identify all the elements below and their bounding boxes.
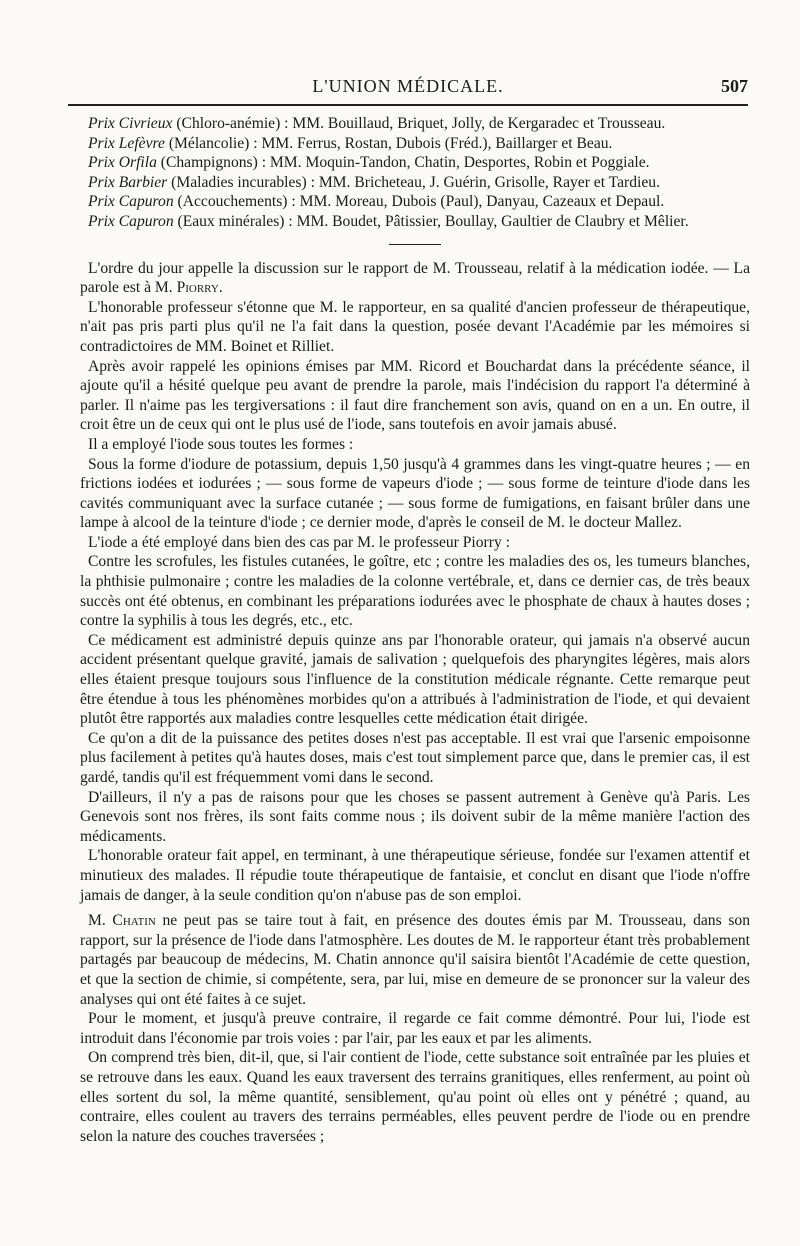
body-paragraph: Il a employé l'iode sous toutes les formes :	[88, 435, 354, 453]
prize-name: Prix Orfila	[88, 154, 157, 172]
prize-committee: (Mélancolie) : MM. Ferrus, Rostan, Dubois (Fréd.), Baillarger et Beau.	[164, 134, 613, 152]
body-paragraph: Contre les scrofules, les fistules cutanées, le goître, etc ; contre les maladies des os, les tumeurs blanches, la phthisie pulmonaire ; contre les maladies de la colonne vertébrale, et, dans ce dernier cas, de très beaux succès ont été obtenus, en combinant les préparations iodurées avec le phosphate de chaux à hautes doses ; contre la syphilis à tous les degrés, etc., etc.	[80, 553, 750, 630]
prize-committee: (Eaux minérales) : MM. Boudet, Pâtissier, Boullay, Gaultier de Claubry et Mêlier.	[173, 212, 689, 230]
running-head	[68, 72, 748, 100]
body-paragraph: D'ailleurs, il n'y a pas de raisons pour que les choses se passent autrement à Genève qu'à Paris. Les Genevois sont nos frères, ils sont faits comme nous ; ils doivent subir de la même manière l'action des médicaments.	[80, 788, 750, 845]
body-paragraph: On comprend très bien, dit-il, que, si l'air contient de l'iode, cette substance soit entraînée par les pluies et se retrouve dans les eaux. Quand les eaux traversent des terrains granitiques, elles renferment, au point où elles sortent du sol, la même quantité, sensiblement, qu'au point où elles ont y pénétré ; quand, au contraire, elles coulent au travers des terrains perméables, elles peuvent perdre de l'iode ou en prendre selon la nature des couches traversées ;	[80, 1049, 750, 1145]
page-number: 507	[721, 76, 748, 96]
speaker-name: Piorry.	[176, 279, 223, 297]
body-paragraph: Sous la forme d'iodure de potassium, depuis 1,50 jusqu'à 4 grammes dans les vingt-quatre heures ; — en frictions iodées et iodurées ; — sous forme de vapeurs d'iode ; — sous forme de teinture d'iode dans les cavités communiquant avec la surface cutanée ; — sous forme de fumigations, en faisant brûler dans une lampe à alcool de la teinture d'iode ; ce dernier mode, d'après le conseil de M. le docteur Mallez.	[80, 455, 750, 532]
section-divider	[389, 244, 441, 245]
body-paragraph: Ce qu'on a dit de la puissance des petites doses n'est pas acceptable. Il est vrai que l'arsenic empoisonne plus facilement à petites qu'à hautes doses, mais c'est tout simplement parce que, dans le premier cas, il est gardé, tandis qu'il est fréquemment vomi dans le second.	[80, 729, 750, 786]
prize-entry	[80, 212, 750, 232]
body-paragraph: Ce médicament est administré depuis quinze ans par l'honorable orateur, qui jamais n'a observé aucun accident présentant quelque gravité, jamais de salivation ; quelquefois des pharyngites légères, mais alors elles étaient presque toujours sous l'influence de la constitution médicale régnante. Cette remarque peut être étendue à tous les phénomènes morbides qu'on a attribués à l'administration de l'iode, et qui devaient plutôt être rapportés aux maladies contre lesquelles cette médication était dirigée.	[80, 631, 750, 728]
agenda-text: L'ordre du jour appelle la discussion sur le rapport de M. Trousseau, relatif à la médication iodée. — La parole est à M.	[80, 259, 750, 297]
journal-title: L'UNION MÉDICALE.	[312, 76, 504, 96]
prize-name: Prix Lefèvre	[88, 134, 165, 152]
prize-committee: (Champignons) : MM. Moquin-Tandon, Chatin, Desportes, Robin et Poggiale.	[156, 154, 650, 172]
prize-entry	[80, 153, 750, 173]
prize-entry	[80, 114, 750, 134]
article-body	[80, 114, 750, 1146]
body-paragraph: L'honorable professeur s'étonne que M. le rapporteur, en sa qualité d'ancien professeur de thérapeutique, n'ait pas pris parti plus qu'il ne l'a fait dans la question, posée devant l'Académie par les mémoires si contradictoires de MM. Boinet et Rilliet.	[80, 298, 750, 355]
body-paragraph: L'honorable orateur fait appel, en terminant, à une thérapeutique sérieuse, fondée sur l'examen attentif et minutieux des malades. Il répudie toute thérapeutique de fantaisie, et conclut en disant que l'iode n'offre jamais de danger, à la seule condition qu'on n'abuse pas de son emploi.	[80, 847, 750, 904]
body-paragraph: L'iode a été employé dans bien des cas par M. le professeur Piorry :	[88, 533, 510, 551]
prize-name: Prix Capuron	[88, 212, 174, 230]
prize-name: Prix Civrieux	[88, 115, 173, 132]
chatin-paragraph	[80, 911, 750, 1009]
body-paragraph: Après avoir rappelé les opinions émises par MM. Ricord et Bouchardat dans la précédente séance, il ajoute qu'il a hésité quelque peu avant de prendre la parole, mais l'indécision du rapport l'a déterminé à parler. Il n'aime pas les tergiversations : il faut dire franchement son avis, quand on en a un. En outre, il croit être un de ceux qui ont le plus usé de l'iode, sans toutefois en avoir jamais abusé.	[80, 357, 750, 434]
speaker-name: M. Chatin	[88, 912, 156, 930]
body-paragraph: Pour le moment, et jusqu'à preuve contraire, il regarde ce fait comme démontré. Pour lui, l'iode est introduit dans l'économie par trois voies : par l'air, par les eaux et par les aliments.	[80, 1010, 750, 1047]
prize-name: Prix Barbier	[88, 173, 168, 191]
prize-entry	[80, 192, 750, 212]
chatin-text: ne peut pas se taire tout à fait, en présence des doutes émis par M. Trousseau, dans son rapport, sur la présence de l'iode dans l'atmosphère. Les doutes de M. le rapporteur étant très probablement partagés par beaucoup de médecins, M. Chatin annonce qu'il saisira bientôt l'Académie de cette question, et que la section de chimie, si compétente, sera, par lui, mise en demeure de se prononcer sur la valeur des analyses qui ont été faites à ce sujet.	[80, 912, 750, 1008]
agenda-paragraph	[80, 259, 750, 298]
prize-committee: (Chloro-anémie) : MM. Bouillaud, Briquet, Jolly, de Kergaradec et Trousseau.	[172, 115, 666, 132]
prize-entry	[80, 173, 750, 193]
prize-committee: (Maladies incurables) : MM. Bricheteau, J. Guérin, Grisolle, Rayer et Tardieu.	[167, 173, 660, 191]
prize-committee: (Accouchements) : MM. Moreau, Dubois (Paul), Danyau, Cazeaux et Depaul.	[173, 193, 665, 211]
prize-name: Prix Capuron	[88, 193, 174, 211]
header-rule	[68, 104, 748, 106]
prize-entry	[80, 134, 750, 154]
